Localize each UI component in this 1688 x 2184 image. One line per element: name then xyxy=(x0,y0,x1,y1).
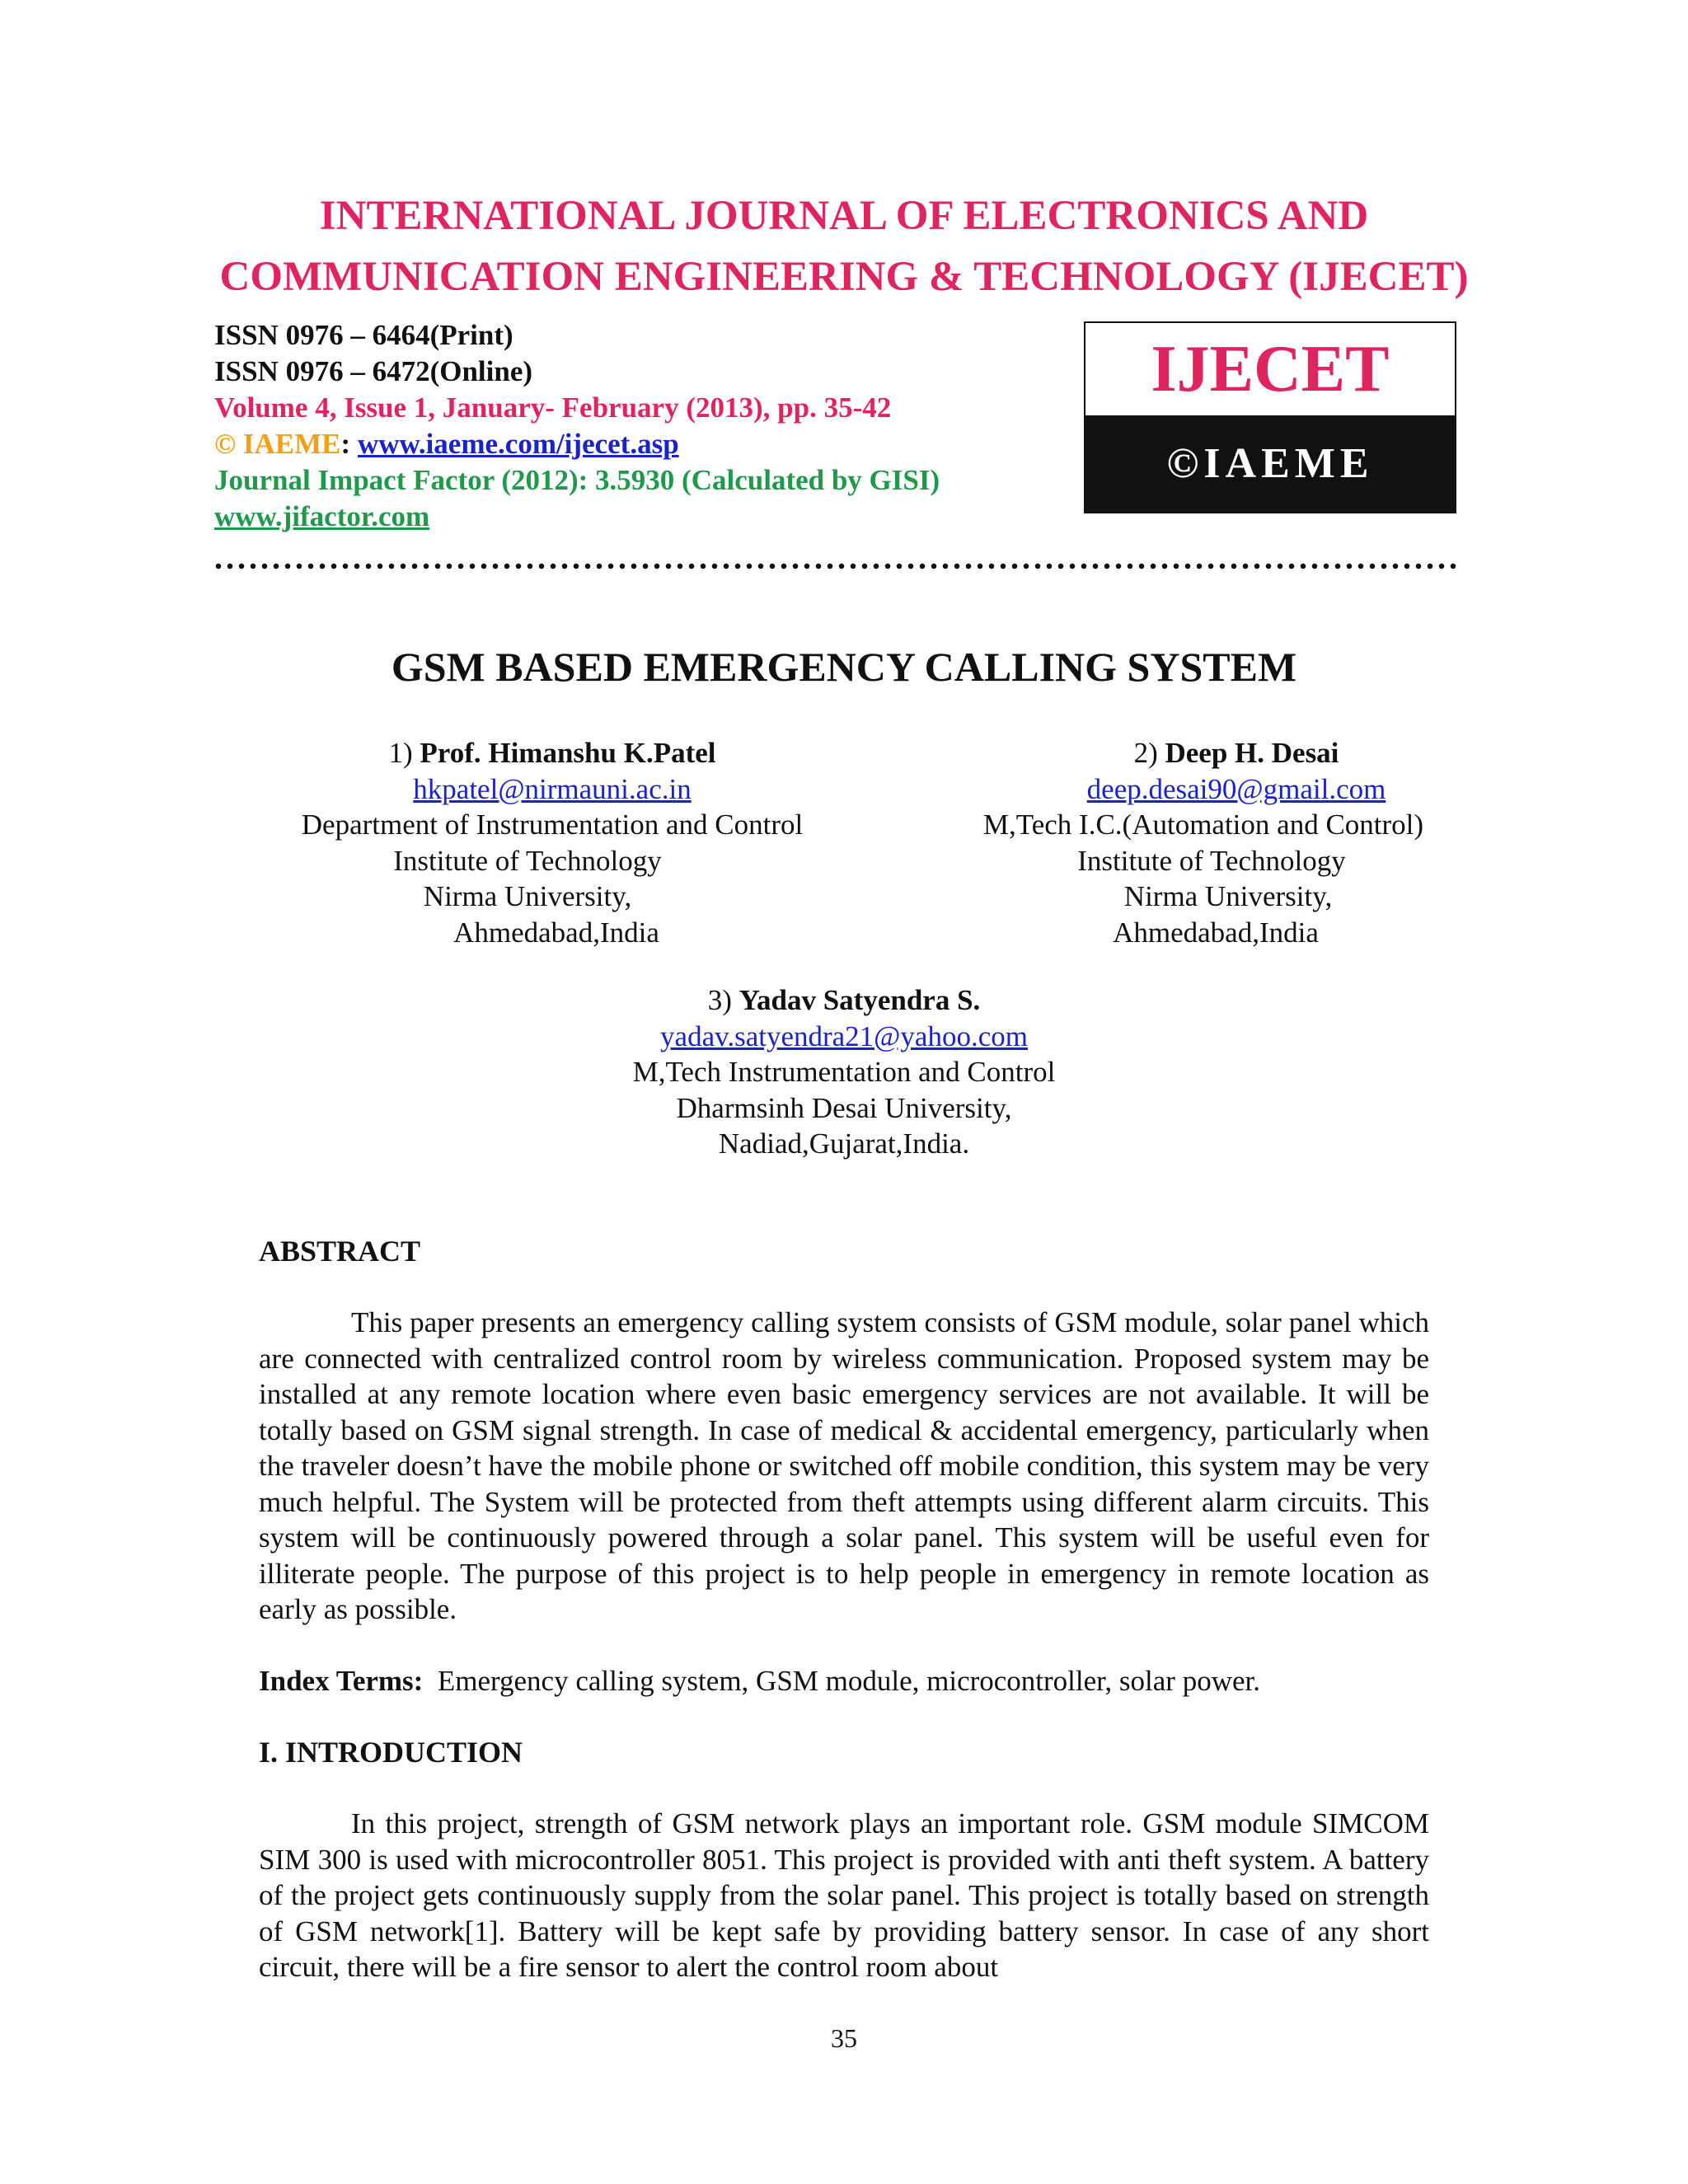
author-affiliation: Nirma University, xyxy=(1123,880,1333,912)
author-name: Yadav Satyendra S. xyxy=(738,984,981,1016)
author-email-link[interactable]: hkpatel@nirmauni.ac.in xyxy=(413,772,692,805)
author-affiliation: Ahmedabad,India xyxy=(453,916,659,949)
author-name: Prof. Himanshu K.Patel xyxy=(420,737,716,769)
dotted-divider xyxy=(213,562,1457,570)
author-affiliation: Dharmsinh Desai University, xyxy=(676,1091,1012,1124)
author-name-line xyxy=(514,982,1174,1019)
logo-title: IJECET xyxy=(1151,332,1390,405)
journal-info xyxy=(214,317,940,535)
jifactor-link[interactable]: www.jifactor.com xyxy=(214,500,430,532)
author-index: 3) xyxy=(707,984,739,1016)
author-index: 1) xyxy=(388,737,420,769)
author-name: Deep H. Desai xyxy=(1165,737,1339,769)
author-block-1 xyxy=(264,735,841,950)
abstract-heading: ABSTRACT xyxy=(259,1235,421,1268)
author-block-3 xyxy=(514,982,1174,1162)
author-affiliation: M,Tech Instrumentation and Control xyxy=(632,1056,1056,1088)
publisher-url-link[interactable]: www.iaeme.com/ijecet.asp xyxy=(357,428,679,460)
page-number: 35 xyxy=(831,2023,857,2053)
author-index: 2) xyxy=(1133,737,1165,769)
author-affiliation: Institute of Technology xyxy=(1077,844,1346,877)
author-name-line xyxy=(907,735,1500,771)
author-affiliation: Department of Instrumentation and Control xyxy=(301,808,804,841)
logo-publisher: ©IAEME xyxy=(1085,415,1455,512)
author-email-link[interactable]: deep.desai90@gmail.com xyxy=(1086,772,1386,805)
index-terms-text: Emergency calling system, GSM module, microcontroller, solar power. xyxy=(423,1665,1260,1697)
author-affiliation: Nadiad,Gujarat,India. xyxy=(718,1127,970,1160)
publisher-sep: : xyxy=(340,428,358,460)
index-terms-label: Index Terms: xyxy=(259,1665,424,1697)
journal-logo xyxy=(1084,321,1456,513)
author-affiliation: Institute of Technology xyxy=(393,844,662,877)
introduction-heading: I. INTRODUCTION xyxy=(259,1736,523,1769)
issn-online: ISSN 0976 – 6472(Online) xyxy=(214,355,533,387)
impact-factor: Journal Impact Factor (2012): 3.5930 (Calculated by GISI) xyxy=(214,464,940,496)
paper-title: GSM BASED EMERGENCY CALLING SYSTEM xyxy=(391,644,1297,690)
author-affiliation: Ahmedabad,India xyxy=(1113,916,1319,949)
author-name-line xyxy=(264,735,841,771)
publisher-prefix: © IAEME xyxy=(214,428,341,460)
journal-title xyxy=(0,185,1688,307)
abstract-text: This paper presents an emergency calling system consists of GSM module, solar panel which are connected with centralized control room by wireless communication. Proposed system may be installed at any remote location where even basic emergency services are not available. It will be totally based on GSM signal strength. In case of medical & accidental emergency, particularly when the traveler doesn’t have the mobile phone or switched off mobile condition, this system may be very much helpful. The System will be protected from theft attempts using different alarm circuits. This system will be continuously powered through a solar panel. This system will be useful even for illiterate people. The purpose of this project is to help people in emergency in remote location as early as possible. xyxy=(259,1306,1429,1625)
journal-title-line2: COMMUNICATION ENGINEERING & TECHNOLOGY (IJECET) xyxy=(219,254,1469,300)
volume-info: Volume 4, Issue 1, January- February (2013), pp. 35-42 xyxy=(214,391,892,424)
journal-title-line1: INTERNATIONAL JOURNAL OF ELECTRONICS AND xyxy=(319,193,1369,239)
author-affiliation: M,Tech I.C.(Automation and Control) xyxy=(982,808,1424,841)
index-terms xyxy=(259,1663,1429,1699)
introduction-text: In this project, strength of GSM network plays an important role. GSM module SIMCOM SIM 300 is used with microcontroller 8051. This project is provided with anti theft system. A battery of the project gets continuously supply from the solar panel. This project is totally based on strength of GSM network[1]. Battery will be kept safe by providing battery sensor. In case of any short circuit, there will be a fire sensor to alert the control room about xyxy=(259,1807,1429,1983)
publisher-line xyxy=(214,426,940,462)
author-email-link[interactable]: yadav.satyendra21@yahoo.com xyxy=(660,1019,1028,1052)
issn-print: ISSN 0976 – 6464(Print) xyxy=(214,319,513,351)
author-affiliation: Nirma University, xyxy=(423,880,632,912)
author-block-2 xyxy=(907,735,1500,950)
